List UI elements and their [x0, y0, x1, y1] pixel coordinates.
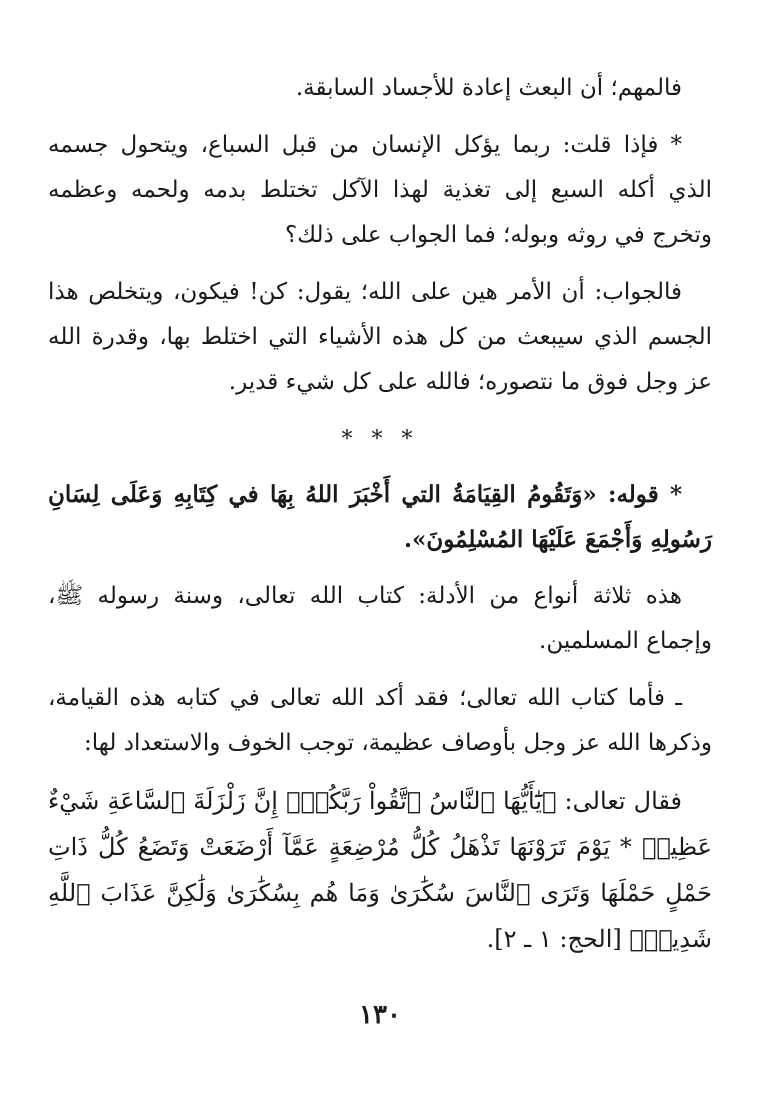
section-separator: * * *: [341, 427, 419, 452]
paragraph-resurrection-summary: فالمهم؛ أن البعث إعادة للأجساد السابقة.: [295, 75, 682, 101]
paragraph-quoted-text: * قوله: «وَتَقُومُ القِيَامَةُ التي أَخْبَرَ اللهُ بِهَا في كِتَابِهِ وَعَلَى لِسَانِ رَسُولِهِ وَأَجْمَعَ عَلَيْهَا المُسْلِمُونَ».: [48, 481, 712, 553]
paragraph-question: * فإذا قلت: ربما يؤكل الإنسان من قبل السباع، ويتحول جسمه الذي أكله السبع إلى تغذية لهذا الآكل تختلط بدمه ولحمه وعظمه وتخرج في روثه وبوله؛ فما الجواب على ذلك؟: [48, 132, 712, 248]
paragraph-evidence-types: هذه ثلاثة أنواع من الأدلة: كتاب الله تعالى، وسنة رسوله ﷺ، وإجماع المسلمين.: [48, 583, 712, 654]
page-number: ١٣٠: [359, 1000, 401, 1030]
paragraph-book-of-allah: ـ فأما كتاب الله تعالى؛ فقد أكد الله تعالى في كتابه هذه القيامة، وذكرها الله عز وجل بأوصاف عظيمة، توجب الخوف والاستعداد لها:: [48, 685, 712, 756]
paragraph-quran-verse: فقال تعالى: ﴿يَٰٓأَيُّهَا ٱلنَّاسُ ٱتَّقُواْ رَبَّكُمْۚ إِنَّ زَلْزَلَةَ ٱلسَّاعَةِ شَيْءٌ عَظِيمٞ * يَوْمَ تَرَوْنَهَا تَذْهَلُ كُلُّ مُرْضِعَةٍ عَمَّآ أَرْضَعَتْ وَتَضَعُ كُلُّ ذَاتِ حَمْلٍ حَمْلَهَا وَتَرَى ٱلنَّاسَ سُكَٰرَىٰ وَمَا هُم بِسُكَٰرَىٰ وَلَٰكِنَّ عَذَابَ ٱللَّهِ شَدِيدٞ﴾ [الحج: ١ ـ ٢].: [48, 787, 712, 953]
paragraph-answer: فالجواب: أن الأمر هين على الله؛ يقول: كن! فيكون، ويتخلص هذا الجسم الذي سيبعث من كل هذه الأشياء التي اختلط بها، وقدرة الله عز وجل فوق ما نتصوره؛ فالله على كل شيء قدير.: [48, 279, 712, 395]
page-body: [48, 66, 712, 962]
